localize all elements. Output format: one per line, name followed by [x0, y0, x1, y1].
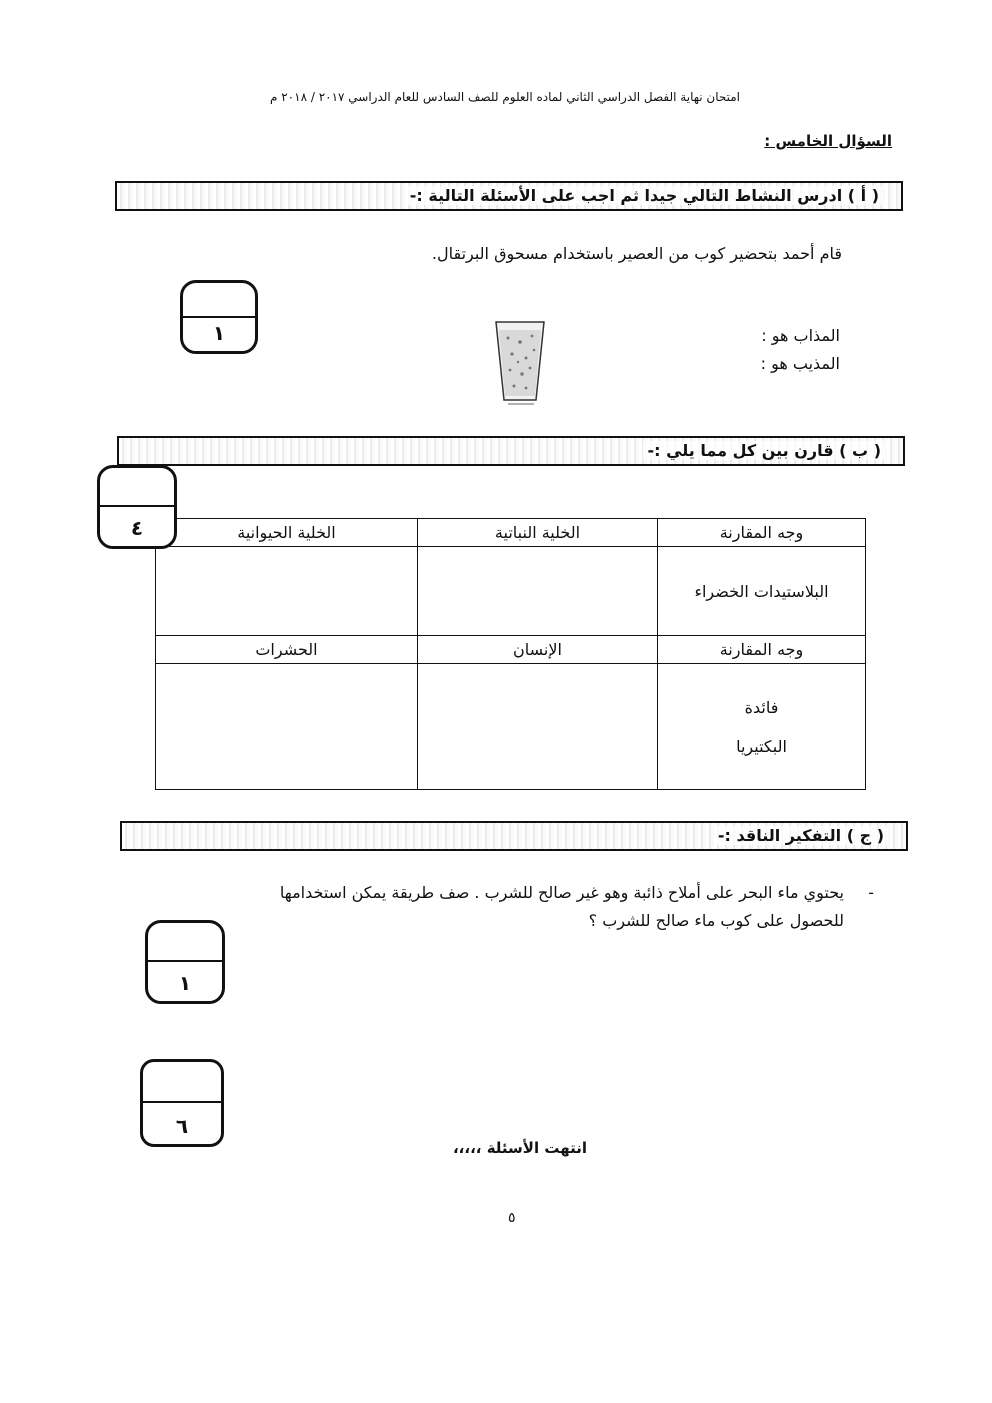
- table2-header-human: الإنسان: [418, 636, 658, 664]
- table1-answer-animal[interactable]: [156, 547, 418, 636]
- section-c-question-line1: يحتوي ماء البحر على أملاح ذائبة وهو غير صالح للشرب . صف طريقة يمكن استخدامها: [279, 883, 844, 902]
- score-a-value: ١: [212, 321, 226, 345]
- juice-glass-icon: [490, 318, 550, 408]
- section-c-bar: [120, 821, 908, 851]
- table2-header-insects: الحشرات: [156, 636, 418, 664]
- exam-header: امتحان نهاية الفصل الدراسي الثاني لماده العلوم للصف السادس للعام الدراسي ٢٠١٧ / ٢٠١٨ م: [269, 90, 741, 104]
- question-title: السؤال الخامس :: [764, 132, 892, 150]
- table1-header-aspect: وجه المقارنة: [658, 519, 866, 547]
- score-box-b: [97, 465, 177, 549]
- total-score-box: [140, 1059, 224, 1147]
- table2-row-label-line1: فائدة: [744, 697, 779, 717]
- table2-row-label-line2: البكتيريا: [736, 736, 787, 756]
- section-a-statement: قام أحمد بتحضير كوب من العصير باستخدام مسحوق البرتقال.: [431, 244, 842, 263]
- section-b-bar: [117, 436, 905, 466]
- solute-prompt: المذاب هو :: [761, 326, 840, 345]
- table1-row-label: البلاستيدات الخضراء: [658, 547, 866, 636]
- score-box-c: [145, 920, 225, 1004]
- score-box-a: [180, 280, 258, 354]
- total-score-value: ٦: [175, 1114, 189, 1138]
- table1-header-animal-cell: الخلية الحيوانية: [156, 519, 418, 547]
- page-number: ٥: [508, 1210, 516, 1226]
- section-c-label: ( ج ) التفكير الناقد :-: [714, 826, 888, 845]
- section-b-label: ( ب ) قارن بين كل مما يلي :-: [643, 441, 885, 460]
- table1-answer-plant[interactable]: [418, 547, 658, 636]
- table1-header-plant-cell: الخلية النباتية: [418, 519, 658, 547]
- comparison-table: [155, 518, 866, 790]
- table2-answer-human[interactable]: [418, 664, 658, 790]
- section-c-question-line2: للحصول على كوب ماء صالح للشرب ؟: [588, 911, 844, 930]
- score-c-value: ١: [178, 971, 192, 995]
- end-text: انتهت الأسئلة ،،،،،: [452, 1139, 588, 1157]
- score-b-value: ٤: [130, 516, 144, 540]
- table2-row-label: [658, 664, 866, 790]
- section-a-bar: [115, 181, 903, 211]
- table2-header-aspect: وجه المقارنة: [658, 636, 866, 664]
- section-a-label: ( أ ) ادرس النشاط التالي جيدا ثم اجب على الأسئلة التالية :-: [406, 186, 883, 205]
- section-c-bullet: -: [868, 883, 874, 902]
- table2-answer-insects[interactable]: [156, 664, 418, 790]
- solvent-prompt: المذيب هو :: [760, 354, 840, 373]
